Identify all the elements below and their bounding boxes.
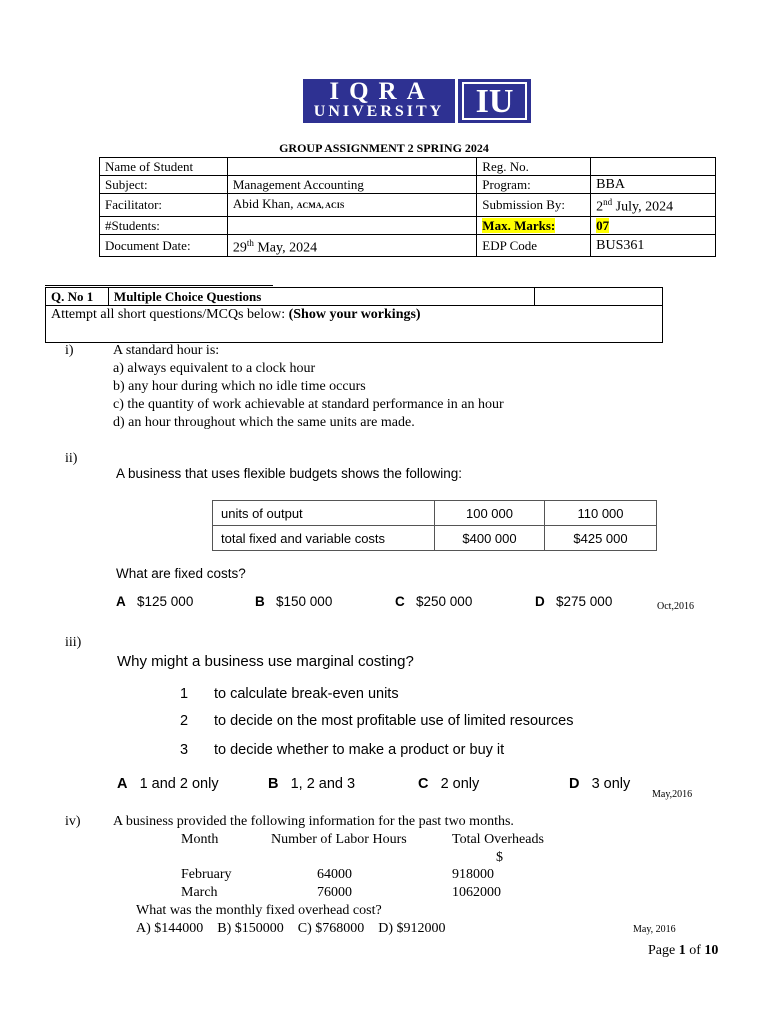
section-marks [535, 288, 663, 306]
q4-stem: A business provided the following information for the past two months. [113, 814, 514, 829]
q3-item-text: to calculate break-even units [214, 686, 399, 702]
submission-label: Submission By: [477, 194, 591, 217]
q2-option-a: A $125 000 [116, 594, 194, 609]
q4-row-hours: 64000 [317, 867, 352, 882]
facilitator-label: Facilitator: [100, 194, 228, 217]
q4-question: What was the monthly fixed overhead cost? [136, 903, 382, 918]
q4-row-overheads: 918000 [452, 867, 494, 882]
divider [45, 285, 273, 286]
q4-col-month: Month [181, 832, 219, 847]
submission-value: 2nd July, 2024 [591, 194, 716, 217]
q4-col-overheads: Total Overheads [452, 832, 544, 847]
marks-label: Max. Marks: [477, 216, 591, 234]
subject-label: Subject: [100, 176, 228, 194]
q3-item-number: 1 [180, 686, 189, 702]
table-cell: 110 000 [545, 501, 657, 526]
reg-label: Reg. No. [477, 158, 591, 176]
subject-value: Management Accounting [227, 176, 476, 194]
q4-row-hours: 76000 [317, 885, 352, 900]
flexible-budget-table [212, 500, 657, 551]
q4-row-month: February [181, 867, 232, 882]
page-number: Page 1 of 10 [648, 943, 719, 958]
q4-row-month: March [181, 885, 218, 900]
q4-source: May, 2016 [633, 924, 676, 935]
q1-number: i) [65, 343, 74, 358]
q3-item-number: 2 [180, 713, 189, 729]
q2-stem: A business that uses flexible budgets shows the following: [116, 466, 462, 481]
docdate-label: Document Date: [100, 234, 228, 257]
program-label: Program: [477, 176, 591, 194]
q3-item-text: to decide on the most profitable use of limited resources [214, 713, 574, 729]
q1-option-a: a) always equivalent to a clock hour [113, 361, 316, 376]
q4-row-overheads: 1062000 [452, 885, 501, 900]
q3-option-a: A 1 and 2 only [117, 776, 219, 792]
facilitator-value: Abid Khan, ACMA, ACIS [227, 194, 476, 217]
marks-value: 07 [591, 216, 716, 234]
q3-number: iii) [65, 635, 82, 650]
q3-item-number: 3 [180, 742, 189, 758]
reg-value[interactable] [591, 158, 716, 176]
q4-col-hours: Number of Labor Hours [271, 832, 407, 847]
q1-stem: A standard hour is: [113, 343, 220, 358]
q4-number: iv) [65, 814, 81, 829]
q1-option-c: c) the quantity of work achievable at standard performance in an hour [113, 397, 504, 412]
edp-value: BUS361 [591, 234, 716, 257]
logo-iqra-text: IQRA [329, 78, 435, 105]
table-cell: units of output [213, 501, 435, 526]
university-logo [303, 79, 531, 123]
q2-option-d: D $275 000 [535, 594, 613, 609]
q2-option-b: B $150 000 [255, 594, 333, 609]
question-number: Q. No 1 [46, 288, 109, 306]
question-header-table [45, 287, 663, 343]
q1-option-d: d) an hour throughout which the same units are made. [113, 415, 415, 430]
q4-unit: $ [496, 850, 503, 865]
q3-stem: Why might a business use marginal costing? [117, 653, 414, 670]
q3-option-b: B 1, 2 and 3 [268, 776, 356, 792]
students-value[interactable] [227, 216, 476, 234]
logo-university-text: UNIVERSITY [313, 103, 445, 120]
students-label: #Students: [100, 216, 228, 234]
q3-item-text: to decide whether to make a product or buy it [214, 742, 505, 758]
q3-option-d: D 3 only [569, 776, 631, 792]
q3-source: May,2016 [652, 789, 693, 800]
table-cell: total fixed and variable costs [213, 526, 435, 551]
program-value: BBA [591, 176, 716, 194]
table-cell: $400 000 [435, 526, 545, 551]
assignment-title: GROUP ASSIGNMENT 2 SPRING 2024 [279, 141, 489, 155]
name-label: Name of Student [100, 158, 228, 176]
docdate-value: 29th May, 2024 [227, 234, 476, 257]
table-cell: 100 000 [435, 501, 545, 526]
q2-question: What are fixed costs? [116, 566, 246, 581]
edp-label: EDP Code [477, 234, 591, 257]
q2-number: ii) [65, 451, 78, 466]
q4-options: A) $144000 B) $150000 C) $768000 D) $912000 [136, 921, 446, 936]
section-instruction: Attempt all short questions/MCQs below: (Show your workings) [46, 306, 663, 343]
q3-option-c: C 2 only [418, 776, 480, 792]
table-cell: $425 000 [545, 526, 657, 551]
name-value[interactable] [227, 158, 476, 176]
q1-option-b: b) any hour during which no idle time occurs [113, 379, 366, 394]
logo-iu-mark: IU [462, 82, 527, 120]
q2-option-c: C $250 000 [395, 594, 473, 609]
student-info-table [99, 157, 716, 257]
section-title: Multiple Choice Questions [108, 288, 534, 306]
q2-source: Oct,2016 [657, 601, 694, 612]
